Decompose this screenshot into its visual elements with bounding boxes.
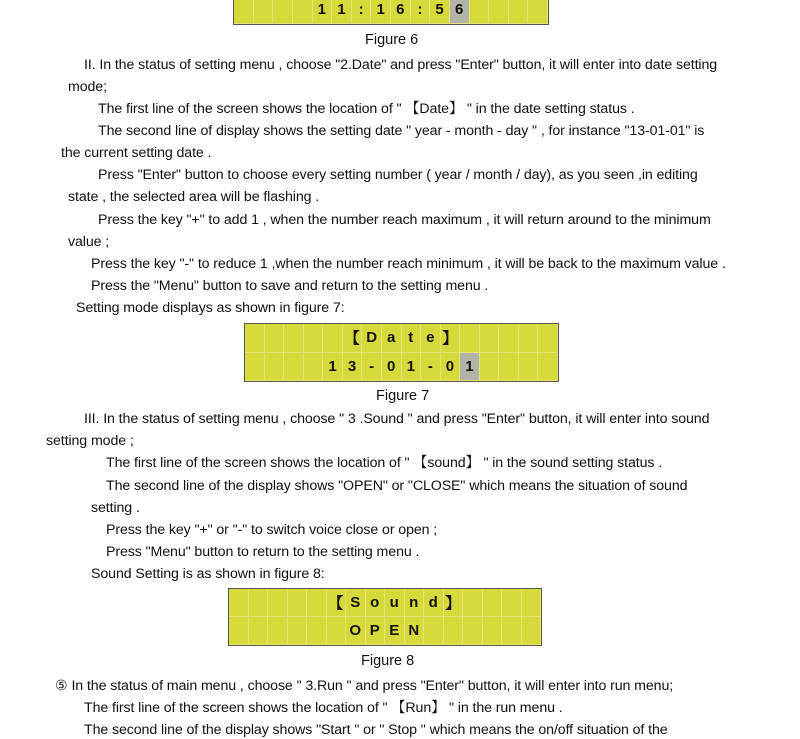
lcd-cell — [538, 324, 558, 353]
text-line: The second line of the display shows "Start " or " Stop " which means the on/off situation of the — [84, 722, 668, 738]
text-line: Press the key "-" to reduce 1 ,when the number reach minimum , it will be back to the maximum value . — [91, 256, 726, 272]
text-line: The second line of display shows the setting date " year - month - day " , for instance "13-01-01" is — [98, 123, 705, 139]
figure8-caption: Figure 8 — [361, 653, 415, 669]
text-line: The first line of the screen shows the location of " 【Run】 " in the run menu . — [84, 700, 563, 716]
lcd-cell: n — [405, 589, 425, 617]
lcd-cell: 1 — [402, 353, 422, 382]
lcd-cell: D — [362, 324, 382, 353]
lcd-cell — [249, 589, 269, 617]
lcd-cell — [265, 324, 285, 353]
lcd-cell: a — [382, 324, 402, 353]
text-line: mode; — [68, 79, 107, 95]
lcd-cell: e — [421, 324, 441, 353]
lcd-cell — [304, 324, 324, 353]
lcd-cell — [424, 617, 444, 645]
lcd-cell — [522, 589, 542, 617]
lcd-cell — [483, 617, 503, 645]
lcd-cell: 【 — [327, 589, 347, 617]
lcd-cell — [288, 617, 308, 645]
text-line: The first line of the screen shows the location of " 【Date】 " in the date setting status . — [98, 101, 635, 117]
text-line: value ; — [68, 234, 110, 250]
lcd-cell — [519, 324, 539, 353]
lcd-cell: N — [405, 617, 425, 645]
text-line: ⑤ In the status of main menu , choose " 3.Run " and press "Enter" button, it will enter into run menu; — [55, 678, 674, 694]
lcd-cell — [463, 589, 483, 617]
figure8-lcd-display — [228, 588, 542, 646]
lcd-cell — [229, 589, 249, 617]
figure6-lcd-display — [233, 0, 549, 25]
text-line: III. In the status of setting menu , choose " 3 .Sound " and press "Enter" button, it will enter into sound — [84, 411, 710, 427]
lcd-cell — [293, 0, 313, 24]
lcd-cell — [489, 0, 509, 24]
lcd-cell: 【 — [343, 324, 363, 353]
lcd-cell: : — [352, 0, 372, 24]
lcd-cell — [327, 617, 347, 645]
lcd-cell: O — [346, 617, 366, 645]
lcd-cell: 】 — [444, 589, 464, 617]
lcd-cell — [480, 324, 500, 353]
lcd-cell: 1 — [460, 353, 480, 382]
text-line: II. In the status of setting menu , choose "2.Date" and press "Enter" button, it will enter into date setting — [84, 57, 718, 73]
lcd-cell: u — [385, 589, 405, 617]
lcd-cell — [268, 617, 288, 645]
figure6-caption: Figure 6 — [365, 32, 419, 48]
lcd-cell: o — [366, 589, 386, 617]
figure7-caption: Figure 7 — [376, 388, 430, 404]
lcd-cell — [307, 589, 327, 617]
lcd-cell — [229, 617, 249, 645]
figure7-lcd-display — [244, 323, 559, 382]
text-line: Press "Enter" button to choose every setting number ( year / month / day), as you seen ,in editing — [98, 167, 698, 183]
text-line: state , the selected area will be flashing . — [68, 189, 320, 205]
lcd-cell — [323, 324, 343, 353]
text-line: Setting mode displays as shown in figure 7: — [76, 300, 345, 316]
lcd-cell: : — [411, 0, 431, 24]
lcd-cell: 0 — [382, 353, 402, 382]
lcd-cell: - — [362, 353, 382, 382]
lcd-cell — [273, 0, 293, 24]
text-line: setting . — [91, 500, 140, 516]
lcd-cell — [480, 353, 500, 382]
text-line: Press the key "+" or "-" to switch voice close or open ; — [106, 522, 438, 538]
text-line: setting mode ; — [46, 433, 134, 449]
lcd-cell — [522, 617, 542, 645]
lcd-cell: 3 — [343, 353, 363, 382]
lcd-cell — [265, 353, 285, 382]
lcd-cell: 1 — [323, 353, 343, 382]
lcd-cell: 5 — [430, 0, 450, 24]
lcd-cell — [483, 589, 503, 617]
lcd-cell — [470, 0, 490, 24]
lcd-cell — [249, 617, 269, 645]
lcd-cell — [463, 617, 483, 645]
text-line: Press the key "+" to add 1 , when the number reach maximum , it will return around to the minimum — [98, 212, 711, 228]
lcd-cell — [519, 353, 539, 382]
lcd-cell — [234, 0, 254, 24]
lcd-cell: P — [366, 617, 386, 645]
text-line: Press "Menu" button to return to the setting menu . — [106, 544, 420, 560]
lcd-cell: S — [346, 589, 366, 617]
text-line: Sound Setting is as shown in figure 8: — [91, 566, 325, 582]
lcd-cell: 1 — [313, 0, 333, 24]
lcd-cell: 1 — [371, 0, 391, 24]
lcd-cell — [444, 617, 464, 645]
lcd-cell — [538, 353, 558, 382]
lcd-cell: 6 — [450, 0, 470, 24]
lcd-cell: 1 — [332, 0, 352, 24]
lcd-cell — [304, 353, 324, 382]
text-line: The first line of the screen shows the location of " 【sound】 " in the sound setting status . — [106, 455, 663, 471]
lcd-cell — [499, 324, 519, 353]
text-line: The second line of the display shows "OPEN" or "CLOSE" which means the situation of sound — [106, 478, 688, 494]
lcd-cell — [502, 617, 522, 645]
lcd-cell — [288, 589, 308, 617]
lcd-cell — [509, 0, 529, 24]
lcd-cell — [284, 324, 304, 353]
text-line: Press the "Menu" button to save and return to the setting menu . — [91, 278, 489, 294]
lcd-cell — [245, 324, 265, 353]
lcd-cell — [284, 353, 304, 382]
lcd-cell: - — [421, 353, 441, 382]
lcd-cell — [528, 0, 548, 24]
lcd-cell — [502, 589, 522, 617]
lcd-cell: 0 — [441, 353, 461, 382]
lcd-cell: d — [424, 589, 444, 617]
lcd-cell — [307, 617, 327, 645]
lcd-cell: E — [385, 617, 405, 645]
lcd-cell: t — [402, 324, 422, 353]
lcd-cell — [460, 324, 480, 353]
text-line: the current setting date . — [61, 145, 212, 161]
lcd-cell — [245, 353, 265, 382]
lcd-cell — [254, 0, 274, 24]
lcd-cell — [268, 589, 288, 617]
lcd-cell: 6 — [391, 0, 411, 24]
lcd-cell — [499, 353, 519, 382]
lcd-cell: 】 — [441, 324, 461, 353]
